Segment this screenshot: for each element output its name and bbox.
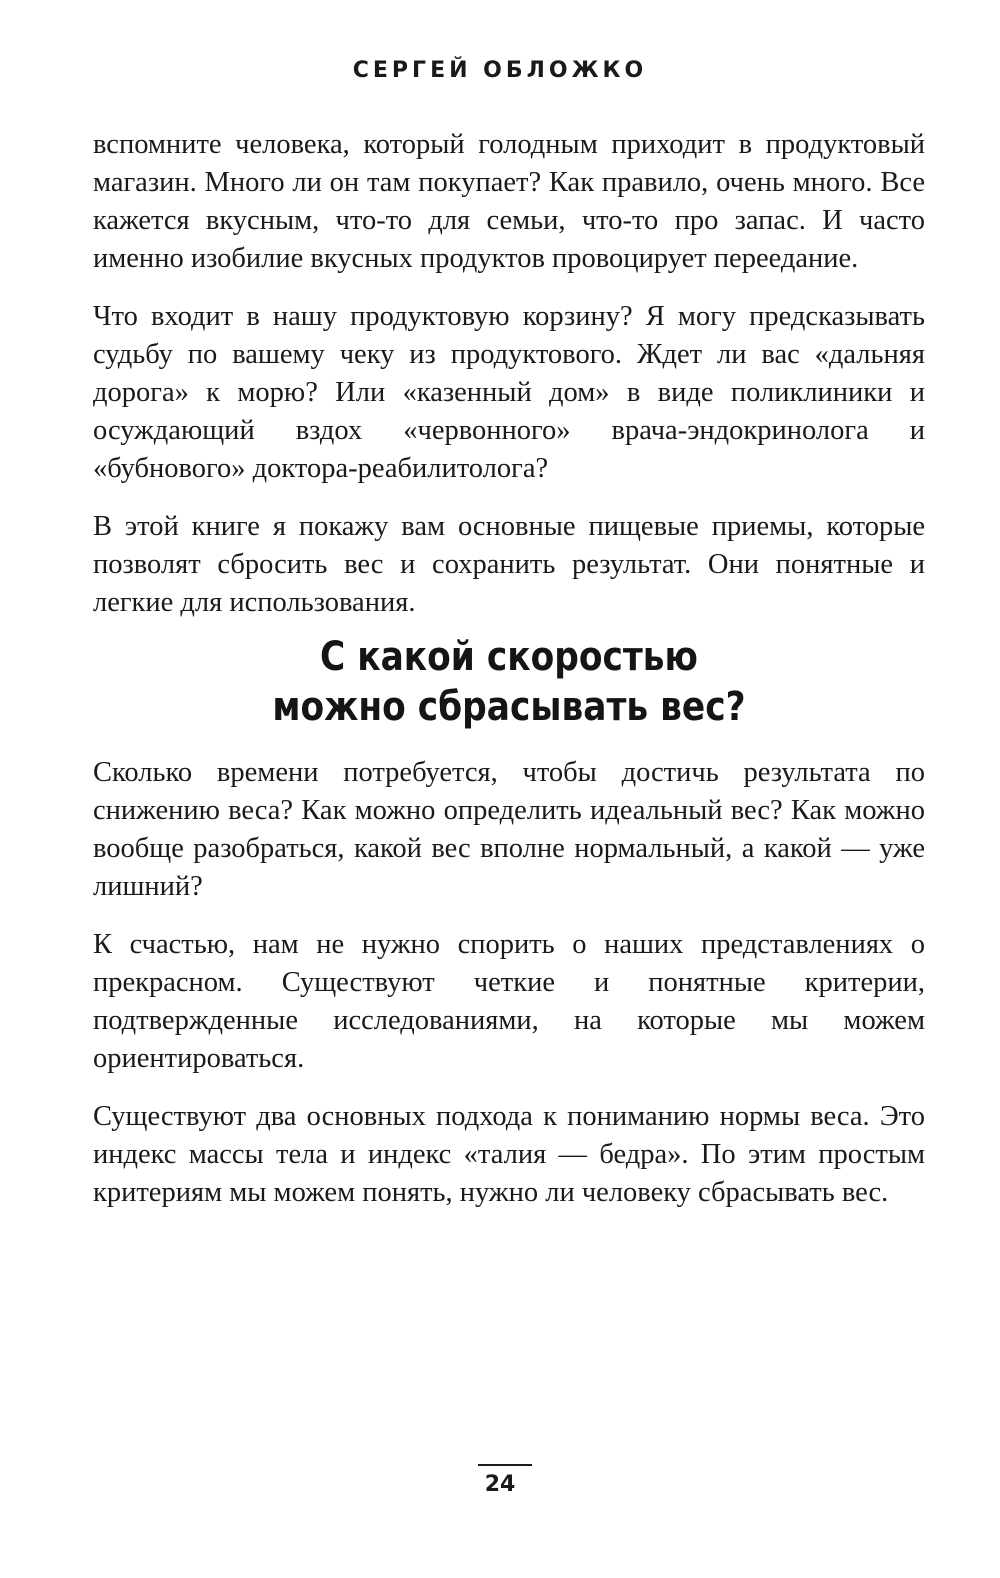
paragraph: Сколько времени потребуется, чтобы достичь результата по снижению веса? Как можно определить идеальный вес? Как можно вообще разобраться, какой вес вполне нормальный, а какой — уже лишний?	[93, 757, 925, 902]
page-number: 24	[484, 1472, 516, 1497]
body-text-top	[93, 126, 925, 642]
body-text-bottom	[93, 754, 925, 1232]
section-heading-line: можно сбрасывать вес?	[272, 684, 746, 730]
running-head: СЕРГЕЙ ОБЛОЖКО	[352, 58, 648, 83]
page-number-rule	[478, 1464, 532, 1466]
paragraph: Существуют два основных подхода к пониманию нормы веса. Это индекс массы тела и индекс «талия — бедра». По этим простым критериям мы можем понять, нужно ли человеку сбрасывать вес.	[93, 1101, 925, 1208]
paragraph: К счастью, нам не нужно спорить о наших представлениях о прекрасном. Существуют четкие и понятные критерии, подтвержденные исследованиями, на которые мы можем ориентироваться.	[93, 929, 925, 1074]
section-heading	[151, 632, 867, 732]
paragraph: Что входит в нашу продуктовую корзину? Я могу предсказывать судьбу по вашему чеку из продуктового. Ждет ли вас «дальняя дорога» к морю? Или «казенный дом» в виде поликлиники и осуждающий вздох «червонного» врача-эндокринолога и «бубнового» доктора-реабилитолога?	[93, 301, 925, 484]
paragraph: вспомните человека, который голодным приходит в продуктовый магазин. Много ли он там покупает? Как правило, очень много. Все кажется вкусным, что-то для семьи, что-то про запас. И часто именно изобилие вкусных продуктов провоцирует переедание.	[93, 129, 925, 274]
section-heading-line: С какой скоростью	[320, 634, 698, 680]
paragraph: В этой книге я покажу вам основные пищевые приемы, которые позволят сбросить вес и сохранить результат. Они понятные и легкие для использования.	[93, 511, 925, 618]
